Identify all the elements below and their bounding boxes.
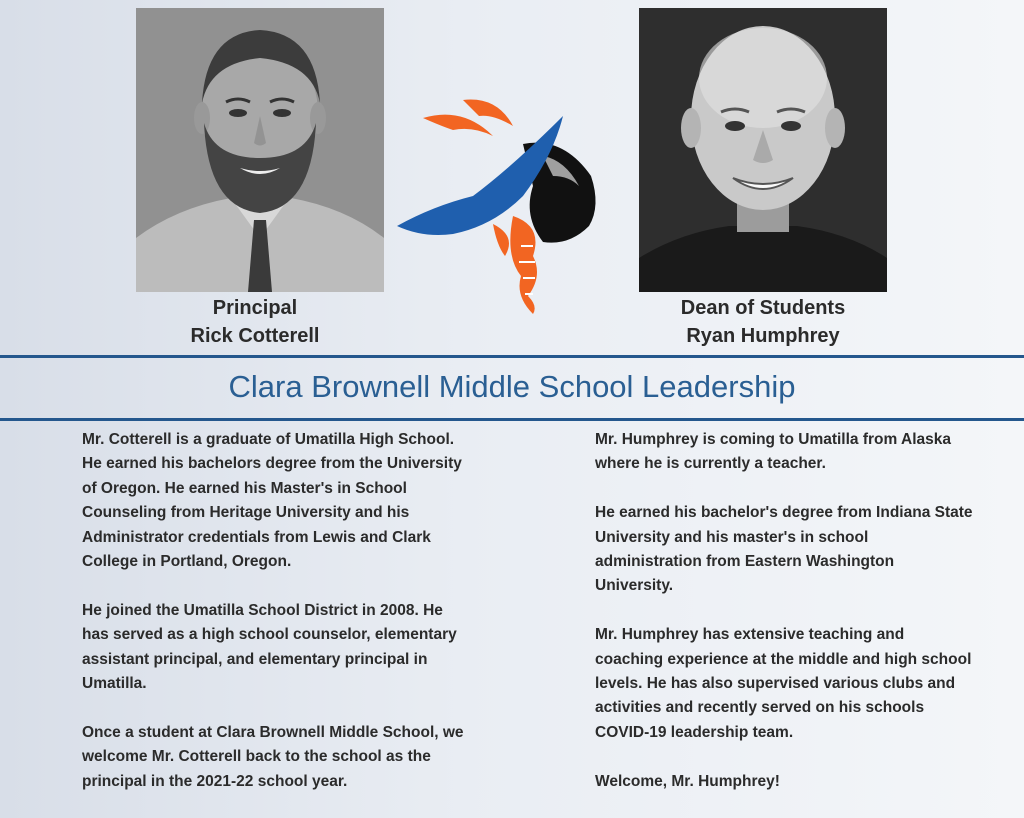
principal-bio <box>82 428 472 818</box>
page-title: Clara Brownell Middle School Leadership <box>228 369 796 404</box>
vikings-logo <box>393 96 607 314</box>
dean-title: Dean of Students <box>680 297 846 319</box>
dean-bio-paragraph: Mr. Humphrey has extensive teaching and coaching experience at the middle and high school levels. He has also supervised various clubs and activities and recently served on his schools COVID-19 leadership team. <box>595 626 972 741</box>
dean-bio-paragraph: He earned his bachelor's degree from Indiana State University and his master's in school administration from Eastern Washington University. <box>595 504 973 595</box>
dean-bio <box>595 428 975 818</box>
bottom-divider <box>0 418 1024 421</box>
principal-bio-paragraph: Mr. Cotterell is a graduate of Umatilla High School. He earned his bachelors degree from the University of Oregon. He earned his Master's in School Counseling from Heritage University and his Administrator credentials from Lewis and Clark College in Portland, Oregon. <box>82 431 462 571</box>
principal-photo <box>136 8 384 292</box>
principal-title: Principal <box>212 297 298 319</box>
dean-name: Ryan Humphrey <box>686 325 840 347</box>
principal-bio-paragraph: He joined the Umatilla School District in 2008. He has served as a high school counselor, elementary assistant principal, and elementary principal in Umatilla. <box>82 601 457 693</box>
dean-photo <box>639 8 887 292</box>
dean-bio-paragraph: Welcome, Mr. Humphrey! <box>595 772 780 790</box>
principal-bio-paragraph: Once a student at Clara Brownell Middle School, we welcome Mr. Cotterell back to the school as the principal in the 2021-22 school year. <box>82 723 464 790</box>
top-divider <box>0 355 1024 358</box>
principal-name: Rick Cotterell <box>190 325 320 347</box>
principal-caption <box>125 294 385 350</box>
dean-caption <box>633 294 893 350</box>
dean-bio-paragraph: Mr. Humphrey is coming to Umatilla from Alaska where he is currently a teacher. <box>595 431 952 473</box>
